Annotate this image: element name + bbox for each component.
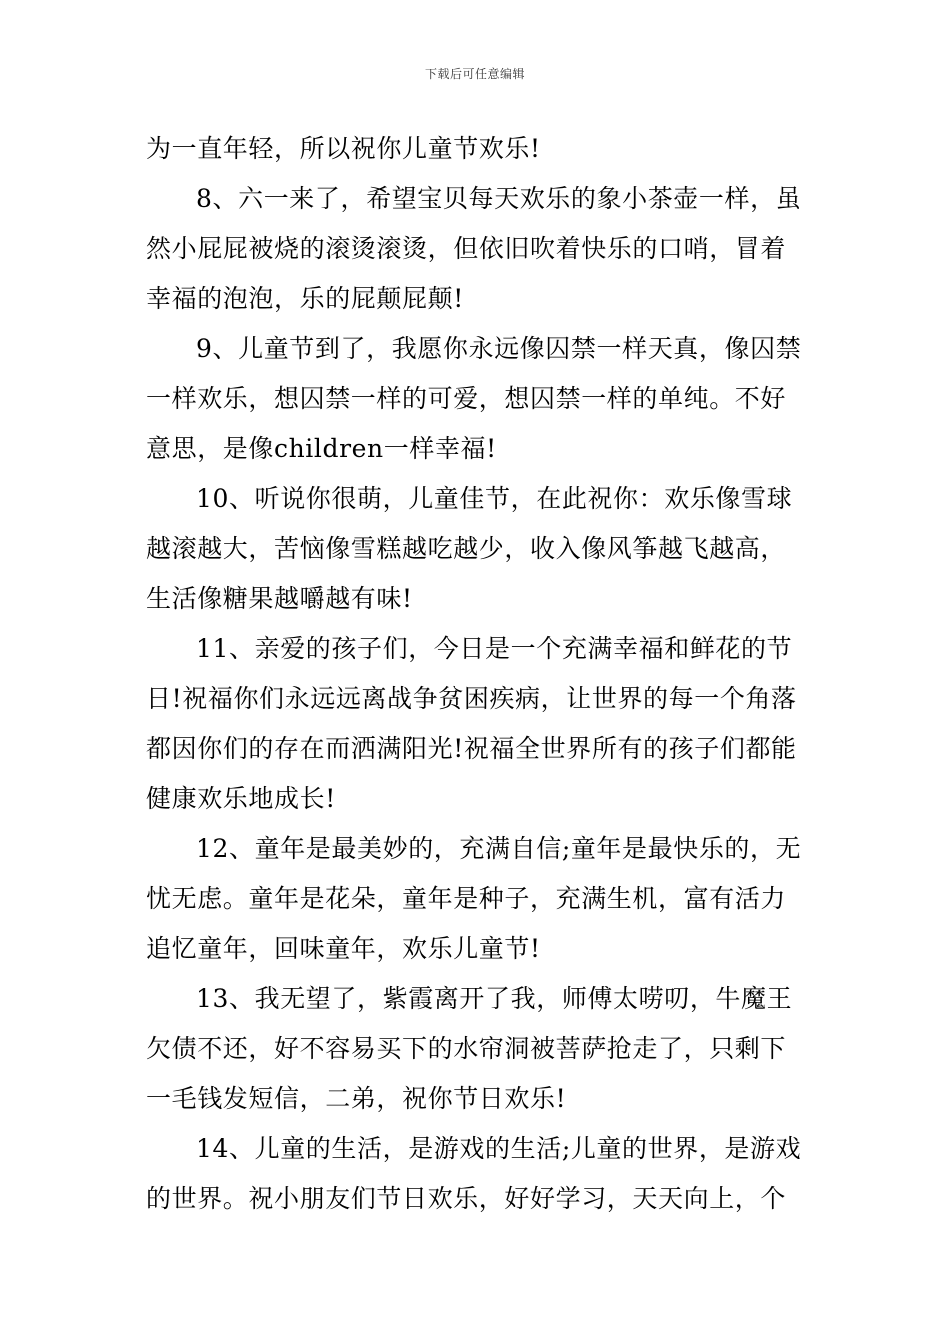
text-line: 欠债不还，好不容易买下的水帘洞被菩萨抢走了，只剩下 (146, 1034, 787, 1063)
text-line: 9、儿童节到了，我愿你永远像囚禁一样天真，像囚禁 (196, 334, 802, 363)
text-line: 的世界。祝小朋友们节日欢乐，好好学习，天天向上，个 (146, 1184, 787, 1213)
text-line: 生活像糖果越嚼越有味! (146, 584, 413, 613)
text-line: 11、亲爱的孩子们，今日是一个充满幸福和鲜花的节 (196, 634, 793, 663)
text-line: 然小屁屁被烧的滚烫滚烫，但依旧吹着快乐的口哨，冒着 (146, 234, 787, 263)
text-line: 10、听说你很萌，儿童佳节，在此祝你：欢乐像雪球 (196, 484, 793, 513)
text-line: 为一直年轻，所以祝你儿童节欢乐! (146, 134, 541, 163)
text-line: 14、儿童的生活，是游戏的生活;儿童的世界，是游戏 (196, 1134, 802, 1163)
body-text (146, 124, 810, 1224)
text-line: 日!祝福你们永远远离战争贫困疾病，让世界的每一个角落 (146, 684, 797, 713)
text-line: 都因你们的存在而洒满阳光!祝福全世界所有的孩子们都能 (146, 734, 797, 763)
page-header: 下载后可任意编辑 (424, 67, 525, 81)
text-line: 意思，是像children一样幸福! (146, 434, 497, 463)
text-line: 8、六一来了，希望宝贝每天欢乐的象小茶壶一样，虽 (196, 184, 802, 213)
text-line: 一样欢乐，想囚禁一样的可爱，想囚禁一样的单纯。不好 (146, 384, 787, 413)
text-line: 一毛钱发短信，二弟，祝你节日欢乐! (146, 1084, 567, 1113)
text-line: 追忆童年，回味童年，欢乐儿童节! (146, 934, 541, 963)
text-line: 幸福的泡泡，乐的屁颠屁颠! (146, 284, 464, 313)
text-line: 12、童年是最美妙的，充满自信;童年是最快乐的，无 (196, 834, 802, 863)
text-line: 13、我无望了，紫霞离开了我，师傅太唠叨，牛魔王 (196, 984, 793, 1013)
text-line: 健康欢乐地成长! (146, 784, 336, 813)
text-line: 忧无虑。童年是花朵，童年是种子，充满生机，富有活力 (146, 884, 787, 913)
text-line: 越滚越大，苦恼像雪糕越吃越少，收入像风筝越飞越高， (146, 534, 787, 563)
